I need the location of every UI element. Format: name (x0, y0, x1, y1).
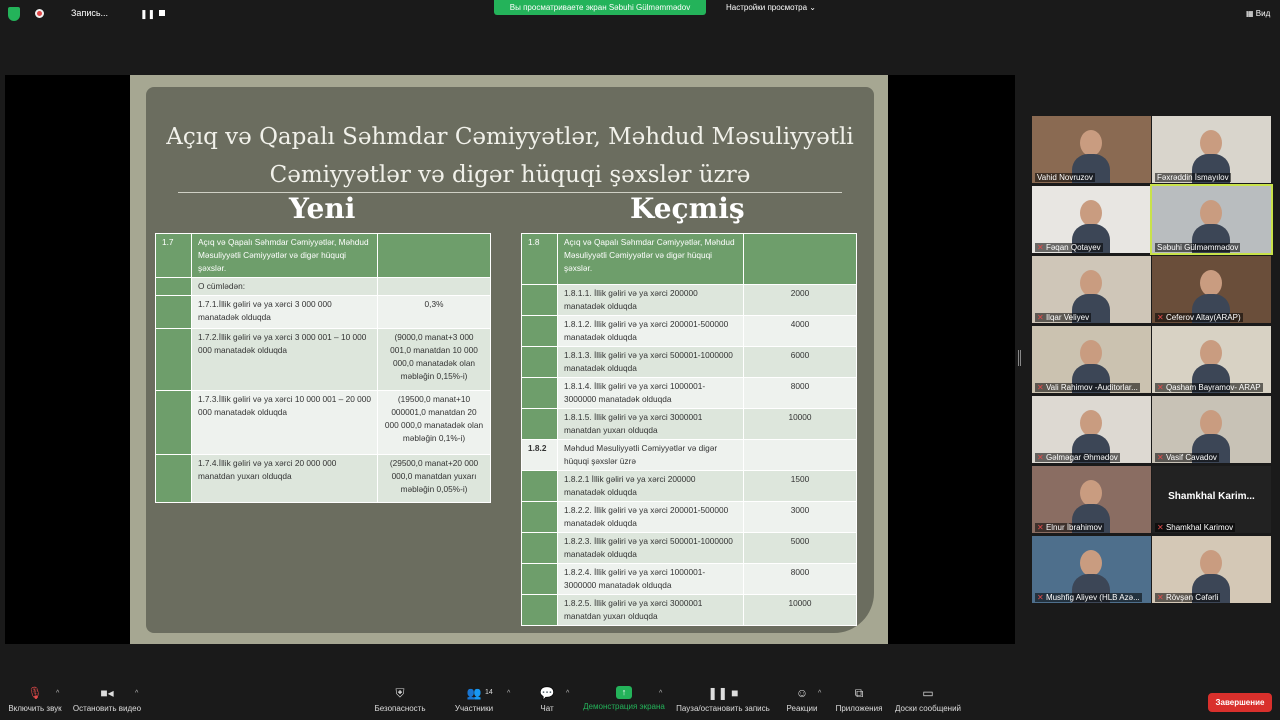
reactions-chevron-icon[interactable]: ^ (818, 690, 822, 697)
table-cell-value: 3000 (744, 502, 857, 533)
smile-icon: ☺ (795, 686, 809, 700)
pause-recording-icon[interactable]: ❚❚ (140, 9, 156, 19)
participant-name-label (1155, 243, 1240, 252)
table-cell-code (156, 329, 192, 391)
share-screen-label: Демонстрация экрана (583, 702, 665, 711)
table-cell-code: 1.8 (522, 234, 558, 285)
table-row (156, 455, 491, 503)
participant-name-label (1155, 383, 1263, 392)
participant-tile[interactable] (1152, 116, 1271, 183)
participant-name: Vahid Novruzov (1037, 173, 1093, 182)
participants-chevron-icon[interactable]: ^ (507, 690, 511, 697)
participant-display-name: Shamkhal Karim... (1168, 491, 1255, 502)
table-cell-description: Açıq və Qapalı Səhmdar Cəmiyyətlər, Məhdud Məsuliyyətli Cəmiyyətlər və digər hüquqi şəxslər. (558, 234, 744, 285)
chat-bubble-icon: 💬 (539, 686, 555, 700)
table-row (522, 440, 857, 471)
participant-name: Vasif Cavadov (1165, 453, 1217, 462)
table-header-row (156, 234, 491, 278)
stop-video-label: Остановить видео (72, 704, 142, 713)
participant-tile[interactable] (1152, 256, 1271, 323)
table-old-rates (521, 233, 857, 626)
share-options-chevron-icon[interactable]: ^ (659, 690, 663, 697)
participant-name-label (1035, 313, 1091, 322)
table-row (522, 564, 857, 595)
participant-tile[interactable] (1032, 466, 1151, 533)
gallery-resize-handle[interactable] (1018, 350, 1021, 366)
participant-name: Rövşən Cəfərli (1165, 593, 1219, 602)
reactions-button[interactable] (786, 685, 818, 713)
view-label: Вид (1255, 9, 1271, 18)
mic-off-icon: ✕ (1037, 523, 1046, 532)
heading-old: Keçmiş (630, 192, 745, 225)
participants-label: Участники (454, 704, 494, 713)
table-cell-code: 1.8.2 (522, 440, 558, 471)
pause-share-label: Пауза/остановить запись (676, 704, 770, 713)
participant-name: Fəqan Qotayev (1045, 243, 1101, 252)
participant-name: Qasham Bayramov- ARAP (1165, 383, 1261, 392)
participant-name-label (1035, 173, 1095, 182)
table-cell-description: Açıq və Qapalı Səhmdar Cəmiyyətlər, Məhdud Məsuliyyətli Cəmiyyətlər və digər hüquqi şəxslər. (192, 234, 378, 278)
participant-name-label (1155, 173, 1231, 182)
table-row (156, 278, 491, 296)
table-cell-description: 1.8.1.4. İllik gəliri və ya xərci 1000001-3000000 manatadək olduqda (558, 378, 744, 409)
slide-title-line2: Cəmiyyətlər və digər hüquqi şəxslər üzrə (269, 162, 751, 188)
table-cell-description: 1.8.1.5. İllik gəliri və ya xərci 3000001 manatdan yuxarı olduqda (558, 409, 744, 440)
table-cell-code (522, 595, 558, 626)
participant-name: Gəlməgar Əhmədov (1045, 453, 1118, 462)
table-cell-code (156, 391, 192, 455)
table-cell-code (522, 564, 558, 595)
participant-name-label (1035, 593, 1142, 602)
table-cell-value: 8000 (744, 564, 857, 595)
table-cell-value: 5000 (744, 533, 857, 564)
table-cell-description: 1.7.1.İllik gəliri və ya xərci 3 000 000 manatadək olduqda (192, 296, 378, 329)
table-row (522, 347, 857, 378)
pause-stop-icon: ❚❚ ■ (707, 686, 739, 700)
table-row (522, 285, 857, 316)
participant-name: Səbuhi Gülməmmədov (1157, 243, 1239, 252)
participant-name-label (1155, 453, 1219, 462)
table-row (522, 502, 857, 533)
unmute-label: Включить звук (8, 704, 62, 713)
video-options-chevron-icon[interactable]: ^ (135, 690, 139, 697)
table-cell-description: 1.7.2.İllik gəliri və ya xərci 3 000 001 – 10 000 000 manatadək olduqda (192, 329, 378, 391)
table-cell-description: O cümlədən: (192, 278, 378, 296)
participant-tile[interactable] (1152, 326, 1271, 393)
participant-name-label (1035, 383, 1140, 392)
share-screen-icon: ↑ (616, 686, 632, 699)
table-cell-value: 10000 (744, 595, 857, 626)
table-cell-code (522, 347, 558, 378)
participant-tile[interactable] (1032, 256, 1151, 323)
mic-off-icon: ✕ (1037, 313, 1046, 322)
table-cell-code (522, 502, 558, 533)
participant-tile[interactable] (1032, 186, 1151, 253)
participant-name: Elnur İbrahimov (1045, 523, 1102, 532)
table-row (522, 409, 857, 440)
table-cell-code (522, 471, 558, 502)
table-cell-value (744, 234, 857, 285)
participant-name-label (1035, 453, 1120, 462)
mic-off-icon: ✕ (1157, 313, 1166, 322)
mic-off-icon: 🎙 (27, 686, 43, 700)
table-cell-value: 8000 (744, 378, 857, 409)
table-cell-value: 2000 (744, 285, 857, 316)
table-cell-description: 1.7.4.İllik gəliri və ya xərci 20 000 000 manatdan yuxarı olduqda (192, 455, 378, 503)
stop-recording-icon[interactable] (159, 10, 165, 16)
table-cell-value: (9000,0 manat+3 000 001,0 manatdan 10 000 000,0 manatadək olan məbləğin 0,15%-i) (378, 329, 491, 391)
participant-name: Vali Rahimov -Auditorlar... (1045, 383, 1138, 392)
table-new-rates (155, 233, 491, 503)
chat-button[interactable] (534, 685, 560, 713)
participant-name: Mushfig Aliyev (HLB Azə... (1045, 593, 1140, 602)
table-row (156, 329, 491, 391)
table-cell-value: 10000 (744, 409, 857, 440)
mic-off-icon: ✕ (1037, 383, 1046, 392)
apps-icon: ⧉ (854, 686, 864, 700)
slide-title (160, 118, 860, 194)
participant-tile[interactable] (1032, 116, 1151, 183)
share-screen-button[interactable] (582, 685, 666, 711)
reactions-label: Реакции (786, 704, 818, 713)
table-cell-description: 1.8.1.3. İllik gəliri və ya xərci 500001-1000000 manatadək olduqda (558, 347, 744, 378)
table-cell-code (156, 278, 192, 296)
table-cell-description: 1.8.2.4. İllik gəliri və ya xərci 1000001-3000000 manatadək olduqda (558, 564, 744, 595)
participant-name-label (1155, 313, 1243, 322)
participant-name: Ilqar Veliyev (1045, 313, 1090, 322)
chat-chevron-icon[interactable]: ^ (566, 690, 570, 697)
people-icon: 👥 (466, 686, 482, 700)
shield-icon: ⛨ (395, 686, 405, 700)
participant-name-label (1035, 523, 1104, 532)
mic-off-icon: ✕ (1037, 593, 1046, 602)
camera-icon: ■◂ (100, 686, 114, 700)
table-row (156, 391, 491, 455)
table-cell-description: 1.8.2.3. İllik gəliri və ya xərci 500001-1000000 manatadək olduqda (558, 533, 744, 564)
screen-share-banner: Вы просматриваете экран Səbuhi Gülməmmədov (494, 0, 706, 15)
end-meeting-button[interactable]: Завершение (1208, 693, 1272, 712)
recording-icon (35, 9, 44, 18)
participant-tile[interactable] (1032, 396, 1151, 463)
table-row (156, 296, 491, 329)
table-row (522, 595, 857, 626)
table-cell-value: (29500,0 manat+20 000 000,0 manatdan yuxarı məbləğin 0,05%-i) (378, 455, 491, 503)
table-cell-value: 1500 (744, 471, 857, 502)
audio-options-chevron-icon[interactable]: ^ (56, 690, 60, 697)
participant-tile[interactable] (1032, 536, 1151, 603)
mic-off-icon: ✕ (1037, 453, 1046, 462)
view-settings-button[interactable]: Настройки просмотра ⌄ (726, 3, 816, 12)
security-button[interactable] (374, 685, 426, 713)
stop-video-button[interactable] (72, 685, 142, 713)
pause-share-button[interactable] (675, 685, 771, 713)
view-button[interactable] (1246, 9, 1270, 18)
table-cell-code (522, 533, 558, 564)
table-cell-value: (19500,0 manat+10 000001,0 manatdan 20 000 000,0 manatadək olan məbləğin 0,1%-i) (378, 391, 491, 455)
table-cell-value: 0,3% (378, 296, 491, 329)
table-cell-code (522, 316, 558, 347)
security-label: Безопасность (374, 704, 426, 713)
participants-count: 14 (485, 689, 493, 696)
table-cell-value (378, 234, 491, 278)
table-cell-value: 4000 (744, 316, 857, 347)
participant-tile[interactable] (1152, 466, 1271, 533)
slide-title-line1: Açıq və Qapalı Səhmdar Cəmiyyətlər, Məhdud Məsuliyyətli (166, 124, 854, 150)
mic-off-icon: ✕ (1037, 243, 1046, 252)
table-cell-value (378, 278, 491, 296)
table-row (522, 471, 857, 502)
table-cell-code (522, 285, 558, 316)
participant-tile[interactable] (1152, 396, 1271, 463)
table-cell-description: 1.8.1.1. İllik gəliri və ya xərci 200000 manatadək olduqda (558, 285, 744, 316)
table-cell-value: 6000 (744, 347, 857, 378)
whiteboard-icon: ▭ (922, 686, 934, 700)
participant-name: Ceferov Altay(ARAP) (1165, 313, 1241, 322)
heading-new: Yeni (289, 192, 356, 225)
whiteboards-label: Доски сообщений (894, 704, 961, 713)
table-cell-description: Məhdud Məsuliyyətli Cəmiyyətlər və digər hüquqi şəxslər üzrə (558, 440, 744, 471)
participant-name-label (1035, 243, 1103, 252)
mic-off-icon: ✕ (1157, 523, 1166, 532)
table-cell-description: 1.8.2.2. İllik gəliri və ya xərci 200001-500000 manatadək olduqda (558, 502, 744, 533)
mic-off-icon: ✕ (1157, 593, 1166, 602)
chat-label: Чат (540, 704, 554, 713)
participant-name: Shamkhal Karimov (1165, 523, 1234, 532)
table-cell-description: 1.8.2.5. İllik gəliri və ya xərci 3000001 manatdan yuxarı olduqda (558, 595, 744, 626)
participant-tile[interactable] (1152, 186, 1271, 253)
participant-tile[interactable] (1032, 326, 1151, 393)
table-row (522, 533, 857, 564)
table-cell-description: 1.8.1.2. İllik gəliri və ya xərci 200001-500000 manatadək olduqda (558, 316, 744, 347)
encryption-shield-icon[interactable] (8, 7, 20, 21)
table-cell-code: 1.7 (156, 234, 192, 278)
table-cell-description: 1.8.2.1 İllik gəliri və ya xərci 200000 manatadək olduqda (558, 471, 744, 502)
table-cell-code (156, 296, 192, 329)
apps-button[interactable] (834, 685, 884, 713)
participant-name-label (1155, 523, 1235, 532)
mic-off-icon: ✕ (1157, 453, 1166, 462)
participant-tile[interactable] (1152, 536, 1271, 603)
participant-name-label (1155, 593, 1220, 602)
whiteboards-button[interactable] (893, 685, 963, 713)
table-cell-value (744, 440, 857, 471)
grid-icon: ▦ (1246, 9, 1256, 18)
table-cell-code (522, 409, 558, 440)
table-row (522, 378, 857, 409)
participant-name: Fəxrəddin İsmayılov (1157, 173, 1229, 182)
table-cell-description: 1.7.3.İllik gəliri və ya xərci 10 000 001 – 20 000 000 manatadək olduqda (192, 391, 378, 455)
table-cell-code (522, 378, 558, 409)
table-row (522, 316, 857, 347)
table-cell-code (156, 455, 192, 503)
apps-label: Приложения (835, 704, 883, 713)
mic-off-icon: ✕ (1157, 383, 1166, 392)
table-header-row (522, 234, 857, 285)
recording-label: Запись... (71, 8, 109, 18)
